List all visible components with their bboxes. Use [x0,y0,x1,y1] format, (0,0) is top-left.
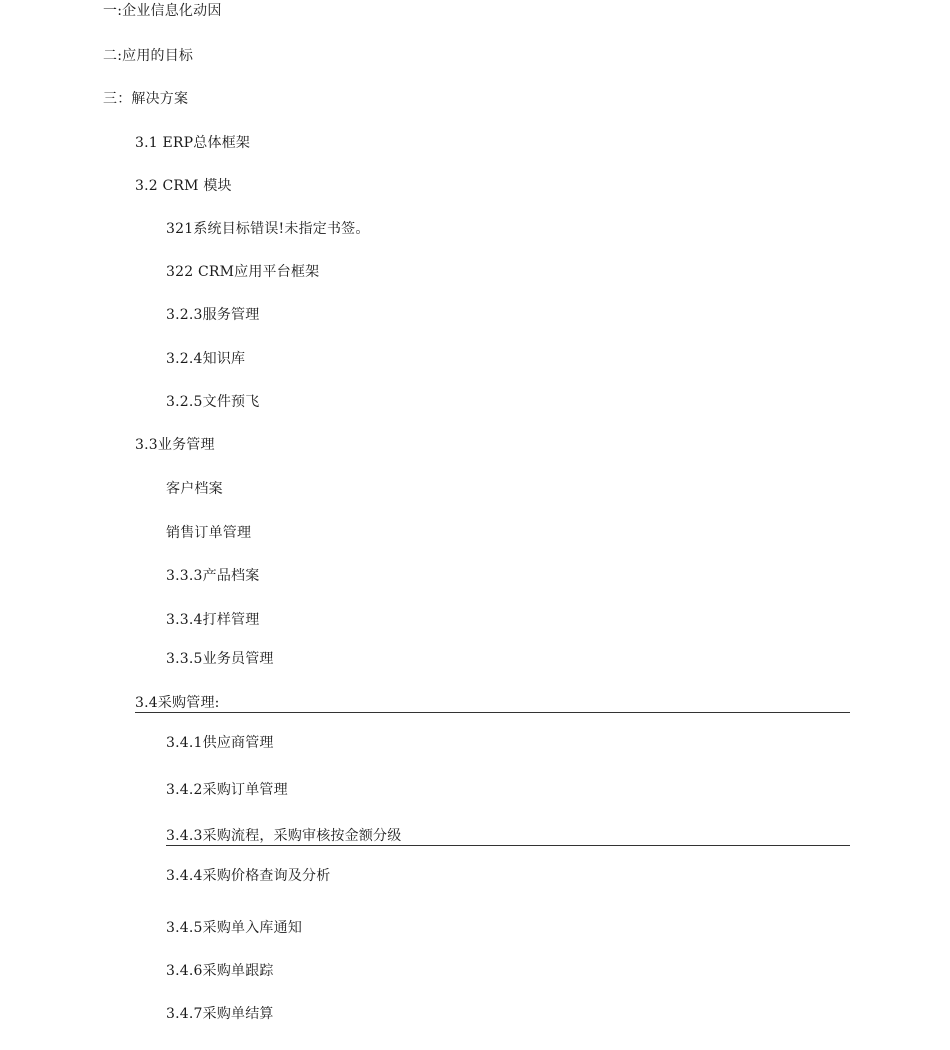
toc-entry-1[interactable]: 一:企业信息化动因 [103,3,222,19]
toc-entry-3-4-1[interactable]: 3.4.1供应商管理 [166,735,274,751]
toc-entry-3-1[interactable]: 3.1 ERP总体框架 [135,135,251,151]
toc-entry-3-4-5[interactable]: 3.4.5采购单入库通知 [166,920,303,936]
toc-entry-3-3-3[interactable]: 3.3.3产品档案 [166,568,260,584]
toc-entry-3-3-4[interactable]: 3.3.4打样管理 [166,612,260,628]
toc-entry-3-2-5[interactable]: 3.2.5文件预飞 [166,394,260,410]
toc-entry-3-3[interactable]: 3.3业务管理 [135,437,215,453]
toc-entry-3-4-2[interactable]: 3.4.2采购订单管理 [166,782,288,798]
toc-entry-3-3-5[interactable]: 3.3.5业务员管理 [166,651,274,667]
toc-entry-3-4[interactable]: 3.4采购管理: [135,694,850,713]
toc-entry-3-2[interactable]: 3.2 CRM 模块 [135,178,232,194]
toc-entry-3-4-6[interactable]: 3.4.6采购单跟踪 [166,963,274,979]
toc-entry-3-4-7[interactable]: 3.4.7采购单结算 [166,1006,274,1022]
toc-entry-2[interactable]: 二:应用的目标 [103,48,194,64]
toc-entry-customer-archive[interactable]: 客户档案 [166,481,223,497]
toc-entry-3-2-3[interactable]: 3.2.3服务管理 [166,307,260,323]
toc-entry-3-2-2[interactable]: 322 CRM应用平台框架 [166,264,320,280]
toc-entry-3-4-3[interactable]: 3.4.3采购流程，采购审核按金额分级 [166,827,850,846]
toc-entry-3-4-4[interactable]: 3.4.4采购价格查询及分析 [166,868,331,884]
toc-entry-3-2-1[interactable]: 321系统目标错误!未指定书签。 [166,221,370,237]
toc-entry-sales-order[interactable]: 销售订单管理 [166,525,252,541]
toc-entry-3-2-4[interactable]: 3.2.4知识库 [166,351,246,367]
toc-entry-3[interactable]: 三：解决方案 [103,91,189,107]
